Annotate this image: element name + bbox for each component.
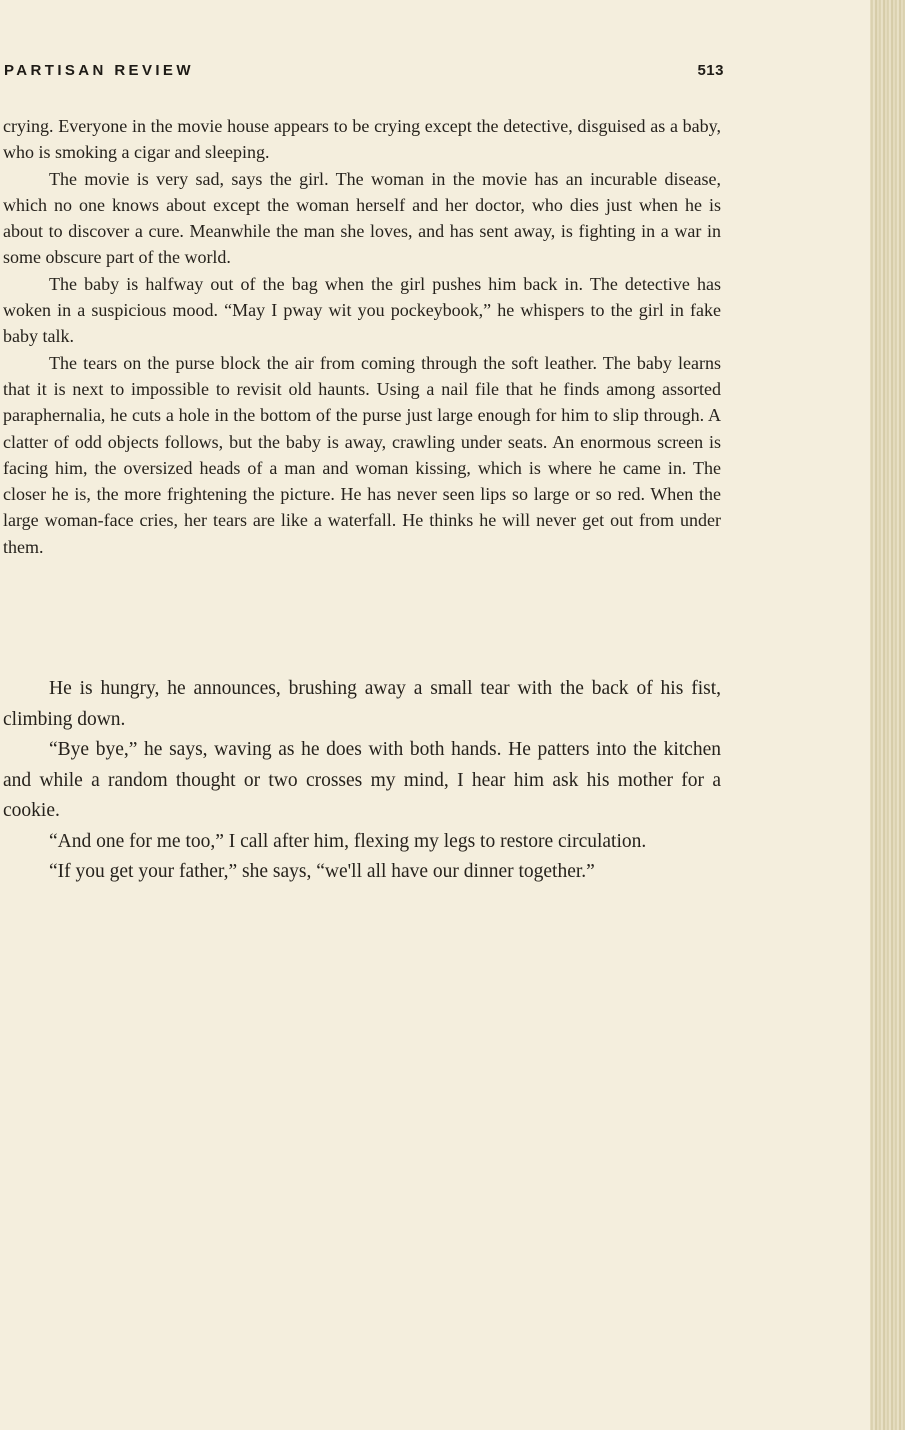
paragraph: The movie is very sad, says the girl. The woman in the movie has an incurable disease, which no one knows about except the woman herself and her doctor, who dies just when he is about to discover a cure. Meanwhile the man she loves, and has sent away, is fighting in a war in some obscure part of the world. <box>3 168 721 268</box>
text-block-after-break <box>3 674 721 888</box>
page-stack-edge <box>870 0 905 1430</box>
paragraph: “If you get your father,” she says, “we'll all have our dinner together.” <box>49 861 595 882</box>
paragraph: He is hungry, he announces, brushing away a small tear with the back of his fist, climbing down. <box>3 678 721 730</box>
text-block-before-break <box>3 113 721 560</box>
running-header <box>4 62 724 82</box>
paragraph: The baby is halfway out of the bag when the girl pushes him back in. The detective has woken in a suspicious mood. “May I pway wit you pockeybook,” he whispers to the girl in fake baby talk. <box>3 273 721 347</box>
page-number: 513 <box>697 62 724 79</box>
paragraph: crying. Everyone in the movie house appears to be crying except the detective, disguised as a baby, who is smoking a cigar and sleeping. <box>3 116 721 163</box>
journal-title: PARTISAN REVIEW <box>4 62 194 79</box>
paragraph: “And one for me too,” I call after him, flexing my legs to restore circulation. <box>49 830 647 852</box>
paragraph: “Bye bye,” he says, waving as he does with both hands. He patters into the kitchen and while a random thought or two crosses my mind, I hear him ask his mother for a cookie. <box>3 739 721 821</box>
paragraph: The tears on the purse block the air from coming through the soft leather. The baby learns that it is next to impossible to revisit old haunts. Using a nail file that he finds among assorted paraphernalia, he cuts a hole in the bottom of the purse just large enough for him to slip through. A clatter of odd objects follows, but the baby is away, crawling under seats. An enormous screen is facing him, the oversized heads of a man and woman kissing, which is where he came in. The closer he is, the more frightening the picture. He has never seen lips so large or so red. When the large woman-face cries, her tears are like a waterfall. He thinks he will never get out from under them. <box>3 352 721 557</box>
